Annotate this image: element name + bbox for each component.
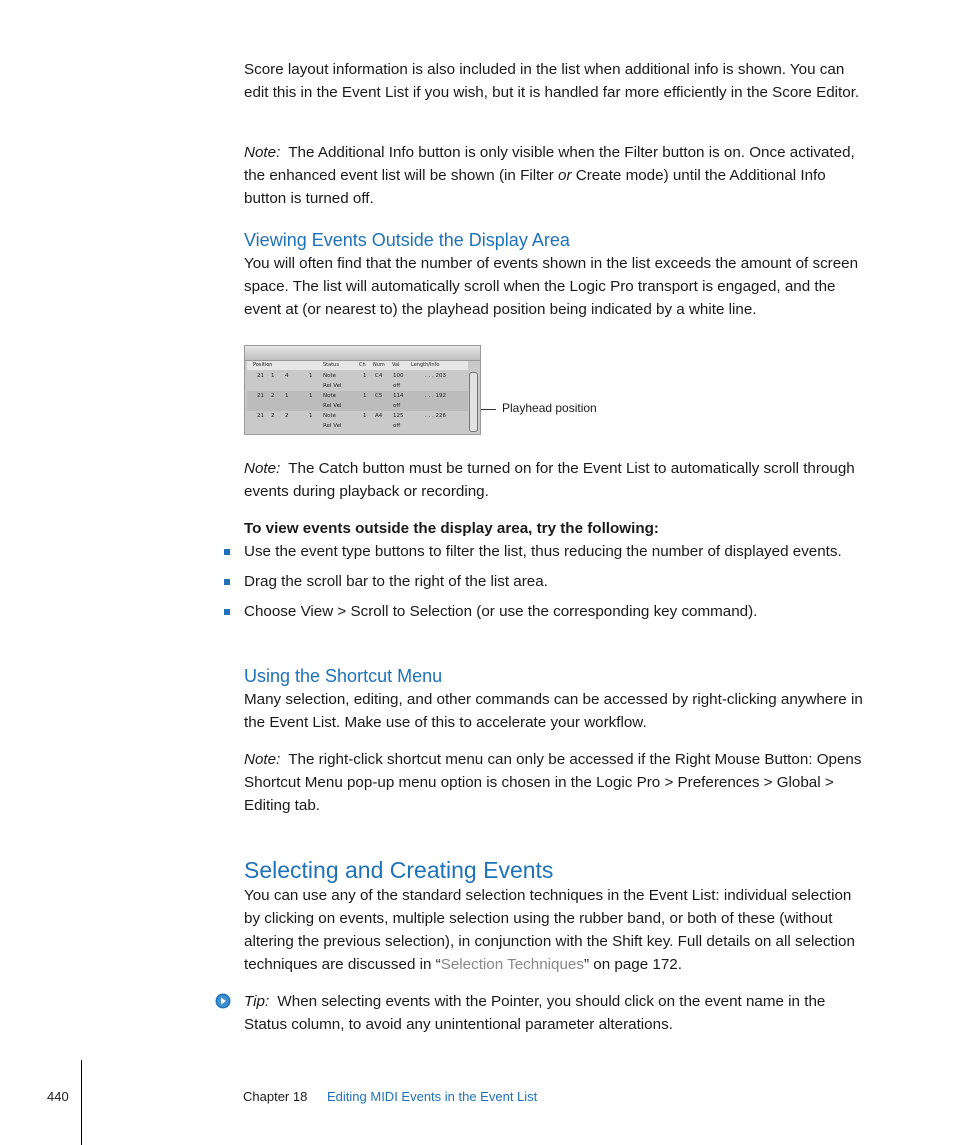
cell-position: 1 (285, 393, 289, 399)
paragraph-text (244, 884, 869, 976)
cell-position: 1 (309, 373, 313, 379)
paragraph-text: You will often find that the number of events shown in the list exceeds the amount of screen space. The list will automatically scroll when the Logic Pro transport is engaged, and the event at (or nearest to) the playhead position being indicated by a white line. (244, 255, 859, 318)
cell-ch: 1 (363, 393, 367, 399)
list-item (244, 540, 869, 563)
note-part: The Additional Info button is only visible when the Filter button is on. Once activated, the enhanced event list will be shown (in Filter (244, 144, 855, 184)
event-row (247, 391, 468, 401)
cell-status: Rel Vel (323, 383, 342, 389)
paragraph-selecting (244, 884, 869, 976)
footer-chapter: Chapter 18 (243, 1089, 308, 1104)
cell-length: . . . 226 (425, 413, 446, 419)
cell-val: 125 (393, 413, 404, 419)
footer-chapter-title: Editing MIDI Events in the Event List (327, 1089, 538, 1104)
list-item-text: Choose View > Scroll to Selection (or use the corresponding key command). (244, 603, 758, 620)
col-header-ch: Ch (359, 362, 366, 368)
cell-status: Note (323, 413, 337, 419)
tip-arrow-icon (215, 993, 231, 1009)
cell-num: A4 (375, 413, 383, 419)
cell-length: . . . 192 (425, 393, 446, 399)
event-row (247, 411, 468, 421)
cell-position: 2 (285, 413, 289, 419)
list-item-text: Drag the scroll bar to the right of the list area. (244, 573, 548, 590)
col-header-position: Position (253, 362, 273, 368)
cell-ch: 1 (363, 413, 367, 419)
note-catch-button (244, 457, 869, 503)
cell-ch: 1 (363, 373, 367, 379)
event-list-screenshot (244, 345, 481, 435)
heading-selecting-creating: Selecting and Creating Events (244, 857, 554, 883)
cell-status: Rel Vel (323, 403, 342, 409)
cell-position: 2 (271, 393, 275, 399)
event-list-header (247, 361, 468, 370)
note-text (244, 457, 869, 503)
cell-position: 1 (271, 373, 275, 379)
list-item-text: Use the event type buttons to filter the list, thus reducing the number of displayed events. (244, 543, 842, 560)
cell-val: off (393, 423, 401, 429)
tip-text (244, 990, 869, 1036)
cell-val: off (393, 383, 401, 389)
event-row (247, 381, 468, 391)
callout-line (481, 409, 496, 410)
bullet-icon (224, 579, 230, 585)
event-row (247, 421, 468, 431)
note-part: The Catch button must be turned on for the Event List to automatically scroll through events during playback or recording. (244, 460, 855, 500)
cell-position: 4 (285, 373, 289, 379)
list-item (244, 600, 869, 623)
tip-label: Tip: (244, 993, 270, 1010)
cell-position: 1 (309, 393, 313, 399)
cell-length: . . . 203 (425, 373, 446, 379)
note-additional-info (244, 141, 869, 210)
paragraph-text: Score layout information is also included in the list when additional info is shown. You can edit this in the Event List if you wish, but it is handled far more efficiently in the Score Editor. (244, 61, 860, 101)
cell-val: 114 (393, 393, 404, 399)
cell-status: Note (323, 393, 337, 399)
selection-techniques-link[interactable]: Selection Techniques (440, 956, 584, 973)
cell-num: C5 (375, 393, 383, 399)
paragraph-part: You can use any of the standard selection techniques in the Event List: individual selection by clicking on events, multiple selection using the rubber band, or both of these (without altering the previous selection), in conjunction with the Shift key. Full details on all selection techniques are discussed in “ (244, 887, 855, 973)
col-header-length: Length/Info (411, 362, 440, 368)
note-label: Note: (244, 460, 281, 477)
event-row (247, 401, 468, 411)
cell-status: Rel Vel (323, 423, 342, 429)
event-list-scrollbar (469, 372, 478, 432)
cell-position: 1 (309, 413, 313, 419)
cell-position: 21 (257, 413, 264, 419)
cell-val: 100 (393, 373, 404, 379)
note-label: Note: (244, 144, 281, 161)
cell-position: 21 (257, 373, 264, 379)
bullet-icon (224, 609, 230, 615)
note-label: Note: (244, 751, 281, 768)
list-item (244, 570, 869, 593)
paragraph-shortcut (244, 688, 869, 734)
note-part: Create mode) until the Additional Info button is turned off. (244, 167, 826, 207)
note-text (244, 748, 869, 817)
cell-num: C4 (375, 373, 383, 379)
callout-playhead-position: Playhead position (502, 401, 597, 415)
heading-shortcut-menu: Using the Shortcut Menu (244, 666, 443, 686)
event-row (247, 371, 468, 381)
cell-status: Note (323, 373, 337, 379)
cell-position: 21 (257, 393, 264, 399)
footer-divider (81, 1060, 82, 1145)
screenshot-toolbar (245, 346, 480, 361)
note-text (244, 141, 869, 210)
tip-pointer (244, 990, 869, 1036)
page-number: 440 (47, 1089, 69, 1104)
heading-viewing-events: Viewing Events Outside the Display Area (244, 230, 570, 250)
cell-val: off (393, 403, 401, 409)
col-header-status: Status (323, 362, 339, 368)
note-emphasis: or (558, 167, 572, 184)
col-header-val: Val (392, 362, 400, 368)
cell-position: 2 (271, 413, 275, 419)
note-part: The right-click shortcut menu can only be accessed if the Right Mouse Button: Opens Shortcut Menu pop-up menu option is chosen in the Logic Pro > Preferences > Global > Editing tab. (244, 751, 862, 814)
paragraph-text: Many selection, editing, and other commands can be accessed by right-clicking anywhere in the Event List. Make use of this to accelerate your workflow. (244, 691, 863, 731)
paragraph-score-layout (244, 58, 869, 104)
paragraph-part: ” on page 172. (583, 956, 682, 973)
col-header-num: Num (373, 362, 385, 368)
bullet-list (244, 540, 869, 623)
paragraph-viewing (244, 252, 869, 321)
bullet-icon (224, 549, 230, 555)
note-right-click (244, 748, 869, 817)
instruction-heading: To view events outside the display area, try the following: (244, 520, 659, 537)
tip-part: When selecting events with the Pointer, you should click on the event name in the Status column, to avoid any unintentional parameter alterations. (244, 993, 826, 1033)
